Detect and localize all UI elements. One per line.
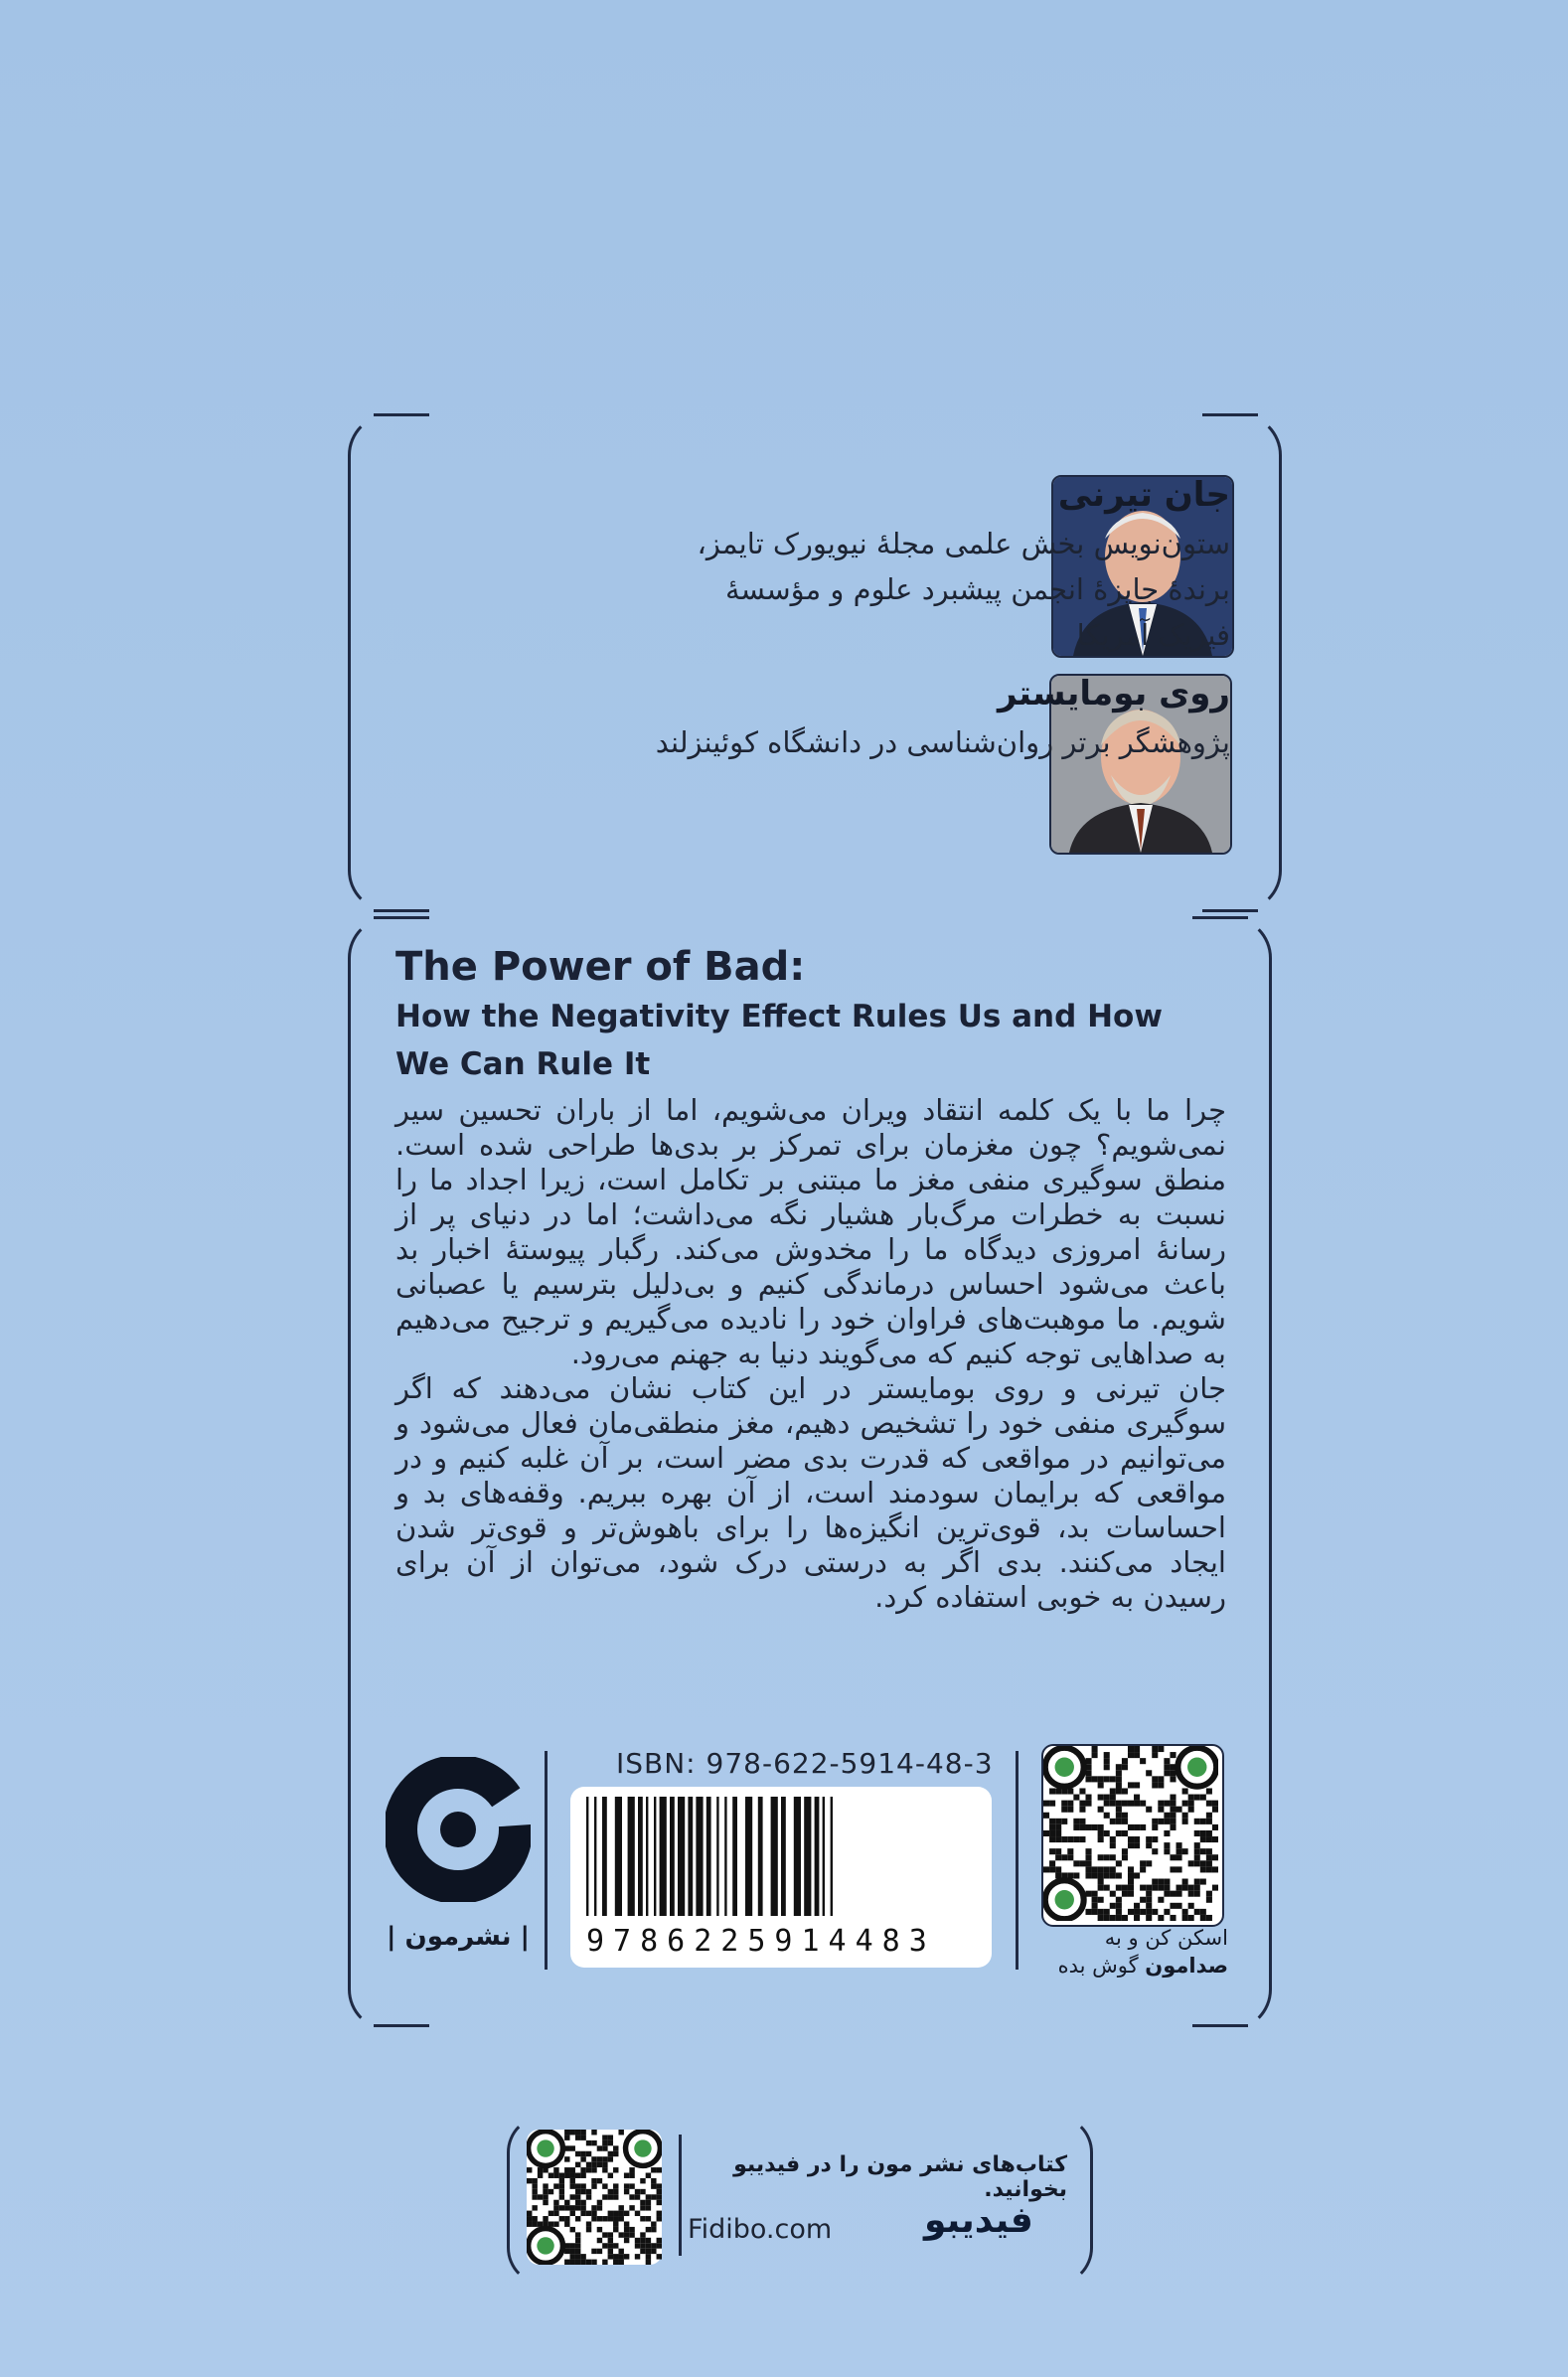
english-title	[395, 944, 1210, 1085]
qr-caption	[1033, 1924, 1228, 1980]
author-bio-line: ستون‌نویس بخش علمی مجلهٔ نیویورک تایمز،	[697, 527, 1230, 560]
publisher-logo-icon	[386, 1757, 531, 1902]
author-name: جان تیرنی	[1057, 475, 1230, 515]
author-john-tierney	[698, 475, 1230, 658]
frame-corner	[1202, 413, 1258, 416]
frame-corner	[374, 413, 429, 416]
author-bio-line: فیزیک آمریکا	[1076, 618, 1230, 652]
frame-corner	[1192, 916, 1248, 919]
description-paragraph: جان تیرنی و روی بومایستر در این کتاب نشان می‌دهند که اگر سوگیری منفی خود را تشخیص دهیم، مغز منطقی‌مان فعال می‌شود و می‌توانیم در مواقعی که قدرت بدی مضر است، بر آن غلبه کنیم و در مواقعی که برایمان سودمند است، از آن بهره ببریم. وقفه‌های بد و احساسات بد، قوی‌ترین انگیزه‌ها را برای باهوش‌تر و قوی‌تر شدن ایجاد می‌کنند. بدی اگر به درستی درک شود، می‌توان از آن برای رسیدن به خوبی استفاده کرد.	[395, 1371, 1226, 1614]
book-description	[395, 1093, 1226, 1615]
fidibo-logo: فیدیبو	[924, 2200, 1033, 2241]
fidibo-url[interactable]: Fidibo.com	[688, 2214, 833, 2245]
publisher-name: | نشرمون |	[386, 1922, 531, 1952]
qr-caption-line: اسکن کن و به	[1104, 1926, 1228, 1950]
author-bio-line: برندهٔ جایزهٔ انجمن پیشبرد علوم و مؤسسهٔ	[724, 572, 1230, 606]
description-paragraph: چرا ما با یک کلمه انتقاد ویران می‌شویم، اما از باران تحسین سیر نمی‌شویم؟ چون مغزمان برای تمرکز بر بدی‌ها طراحی شده است. منطق سوگیری منفی مغز ما مبتنی بر تکامل است، زیرا اجداد ما را نسبت به خطرات مرگ‌بار هشیار نگه می‌داشت؛ اما در دنیای پر از رسانهٔ امروزی دیدگاه ما را مخدوش می‌کند. رگبار پیوستهٔ اخبار بد باعث می‌شود احساس درماندگی کنیم و بی‌دلیل بترسیم یا عصبانی شویم. ما موهبت‌های فراوان خود را نادیده می‌گیریم و ترجیح می‌دهیم به صداهایی توجه کنیم که می‌گویند دنیا به جهنم می‌رود.	[395, 1093, 1226, 1370]
frame-corner	[374, 2024, 429, 2027]
author-name: روی بومایستر	[998, 674, 1230, 713]
author-roy-baumeister	[656, 674, 1230, 765]
english-subtitle-line: We Can Rule It	[395, 1046, 651, 1082]
qr-caption-bold: صدامون	[1145, 1954, 1228, 1978]
barcode-digits: 9786225914483	[586, 1924, 936, 1959]
divider	[679, 2135, 682, 2256]
isbn: ISBN: 978-622-5914-48-3	[616, 1747, 994, 1780]
divider	[545, 1751, 548, 1970]
frame-corner	[374, 909, 429, 912]
english-title-main: The Power of Bad:	[395, 944, 806, 990]
qr-caption-rest: گوش بده	[1057, 1954, 1139, 1978]
fidibo-message: کتاب‌های نشر مون را در فیدیبو بخوانید.	[733, 2152, 1067, 2202]
divider	[1016, 1751, 1019, 1970]
frame-corner	[1192, 2024, 1248, 2027]
qr-code-fidibo[interactable]	[527, 2130, 662, 2265]
qr-code-sedamoon[interactable]	[1041, 1744, 1224, 1927]
author-bio-line: پژوهشگر برتر روان‌شناسی در دانشگاه کوئینزلند	[655, 725, 1230, 759]
frame-corner	[1202, 909, 1258, 912]
frame-corner	[374, 916, 429, 919]
english-subtitle-line: How the Negativity Effect Rules Us and How	[395, 999, 1163, 1034]
